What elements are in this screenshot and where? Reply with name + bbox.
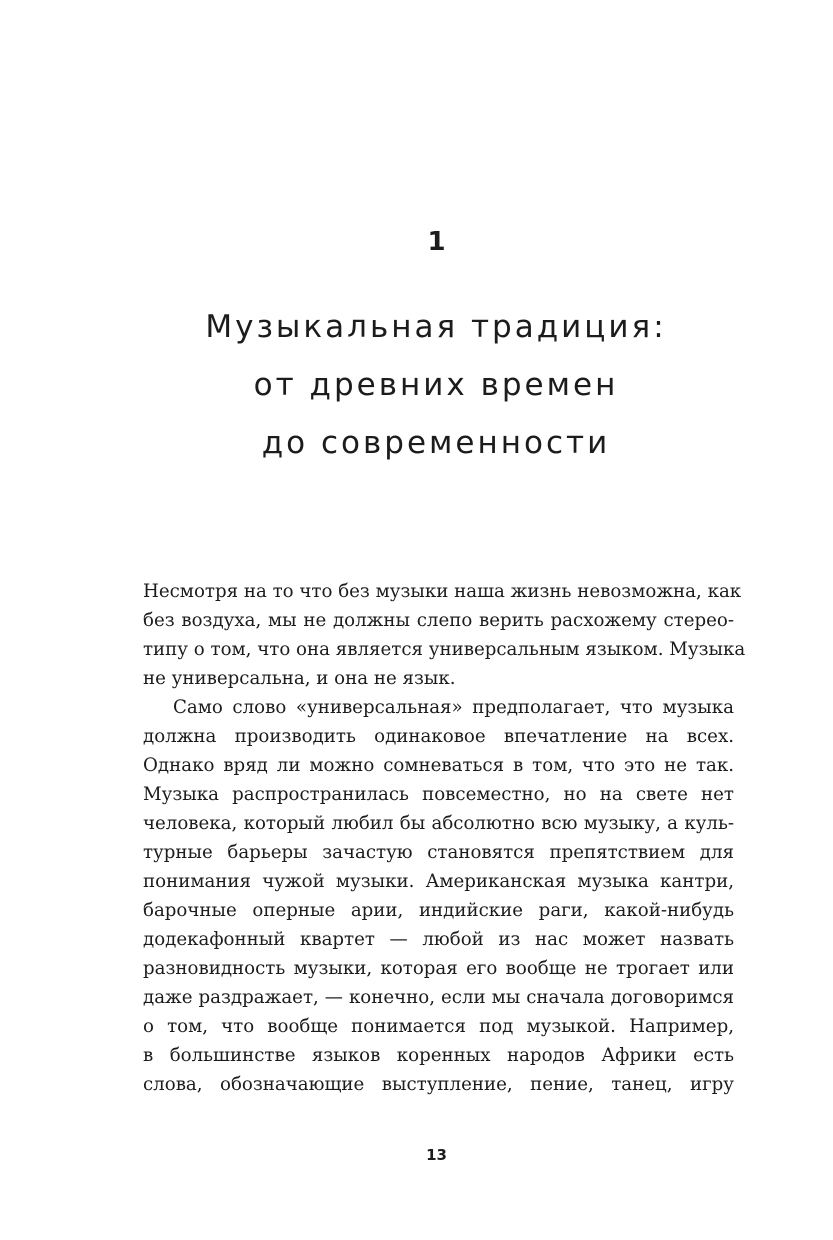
- body-text: [143, 577, 746, 1099]
- text-line: не универсальна, и она не язык.: [143, 668, 456, 689]
- chapter-title: [120, 298, 752, 472]
- text-line: Само слово «универсальная» предполагает, что музыка: [173, 697, 734, 718]
- text-line: должна производить одинаковое впечатление на всех.: [143, 726, 734, 747]
- text-line: без воздуха, мы не должны слепо верить расхожему стерео-: [143, 610, 734, 631]
- text-line: о том, что вообще понимается под музыкой. Например,: [143, 1016, 734, 1037]
- text-line: Однако вряд ли можно сомневаться в том, что это не так.: [143, 755, 734, 776]
- text-line: типу о том, что она является универсальным языком. Музыка: [143, 639, 746, 660]
- chapter-title-line: от древних времен: [253, 367, 619, 403]
- text-line: турные барьеры зачастую становятся препятствием для: [143, 842, 734, 863]
- text-line: разновидность музыки, которая его вообще не трогает или: [143, 958, 734, 979]
- text-line: даже раздражает, — конечно, если мы сначала договоримся: [143, 987, 734, 1008]
- chapter-number: 1: [427, 227, 446, 257]
- text-line: в большинстве языков коренных народов Африки есть: [143, 1045, 734, 1066]
- page-number: 13: [426, 1146, 447, 1164]
- text-line: додекафонный квартет — любой из нас может назвать: [143, 929, 734, 950]
- text-line: Несмотря на то что без музыки наша жизнь невозможна, как: [143, 581, 742, 602]
- text-line: Музыка распространилась повсеместно, но на свете нет: [143, 784, 734, 805]
- text-line: понимания чужой музыки. Американская музыка кантри,: [143, 871, 734, 892]
- text-line: слова, обозначающие выступление, пение, танец, игру: [143, 1074, 734, 1095]
- text-line: барочные оперные арии, индийские раги, какой-нибудь: [143, 900, 734, 921]
- chapter-title-line: Музыкальная традиция:: [205, 309, 667, 345]
- text-line: человека, который любил бы абсолютно всю музыку, а куль-: [143, 813, 734, 834]
- chapter-title-line: до современности: [261, 425, 611, 461]
